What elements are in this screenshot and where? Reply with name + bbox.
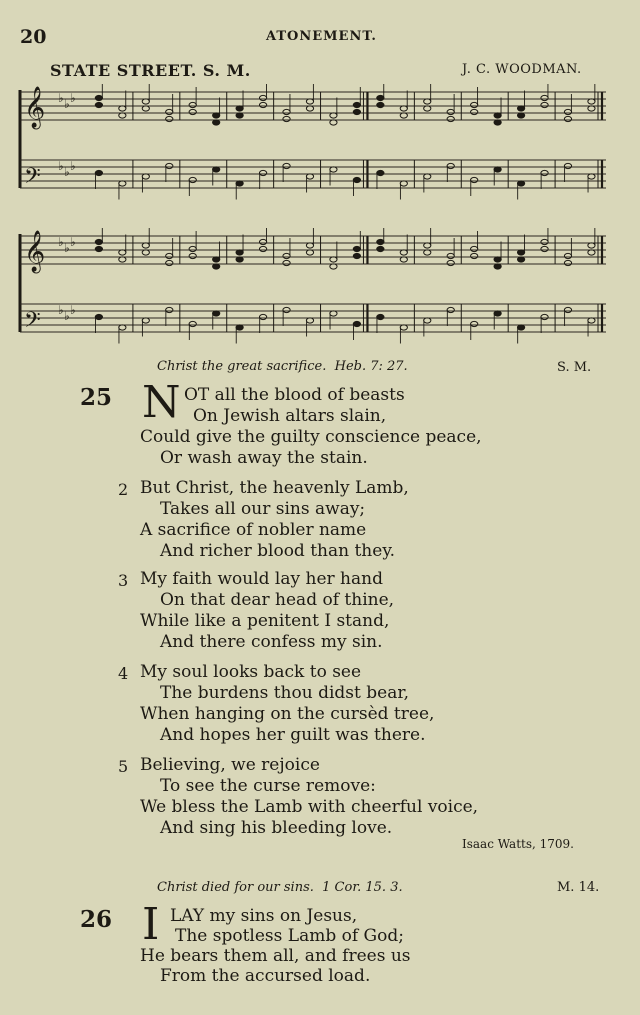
flat-icon: ♭: [58, 159, 64, 173]
note-head: [189, 246, 196, 251]
verse-number: 3: [118, 571, 129, 590]
note-head: [213, 264, 220, 269]
note-head: [236, 257, 243, 262]
note-head: [424, 174, 431, 179]
note-head: [236, 325, 243, 330]
note-head: [424, 99, 431, 104]
note-head: [166, 109, 173, 114]
flat-icon: ♭: [58, 303, 64, 317]
note-head: [259, 102, 266, 107]
note-head: [541, 170, 548, 175]
note-head: [142, 174, 149, 179]
note-head: [236, 113, 243, 118]
note-head: [166, 253, 173, 258]
hymn-25-meter: S. M.: [557, 360, 592, 375]
note-head: [424, 318, 431, 323]
flat-icon: ♭: [70, 91, 76, 105]
note-head: [517, 325, 524, 330]
note-head: [377, 170, 384, 175]
flat-icon: ♭: [64, 241, 70, 255]
note-head: [471, 109, 478, 114]
note-head: [517, 113, 524, 118]
flat-icon: ♭: [64, 97, 70, 111]
note-head: [564, 109, 571, 114]
note-head: [142, 243, 149, 248]
hymn-26-line-2: The spotless Lamb of God;: [175, 926, 404, 946]
note-head: [142, 106, 149, 111]
note-head: [259, 95, 266, 100]
note-head: [353, 177, 360, 182]
note-head: [166, 116, 173, 121]
verse-line: And hopes her guilt was there.: [160, 725, 426, 745]
note-head: [259, 246, 266, 251]
note-head: [283, 260, 290, 265]
note-head: [377, 102, 384, 107]
hymn-26-line-3: He bears them all, and frees us: [140, 946, 411, 966]
note-head: [353, 253, 360, 258]
note-head: [447, 307, 454, 312]
note-head: [189, 321, 196, 326]
note-head: [494, 257, 501, 262]
note-head: [213, 120, 220, 125]
note-head: [189, 109, 196, 114]
verse-line: The burdens thou didst bear,: [160, 683, 409, 703]
note-head: [119, 325, 126, 330]
note-head: [330, 167, 337, 172]
note-head: [236, 106, 243, 111]
note-head: [306, 243, 313, 248]
note-head: [494, 120, 501, 125]
note-head: [517, 250, 524, 255]
note-head: [353, 109, 360, 114]
verse-line: My faith would lay her hand: [140, 569, 383, 589]
hymn-26-line-1: LAY my sins on Jesus,: [170, 906, 358, 926]
note-head: [119, 250, 126, 255]
note-head: [494, 311, 501, 316]
note-head: [588, 106, 595, 111]
note-head: [283, 109, 290, 114]
note-head: [189, 102, 196, 107]
note-head: [494, 264, 501, 269]
bass-clef-icon: 𝄢: [24, 308, 41, 338]
flat-icon: ♭: [70, 235, 76, 249]
bass-clef-icon: 𝄢: [24, 164, 41, 194]
hymn-25-line-3: Could give the guilty conscience peace,: [140, 427, 482, 447]
note-head: [306, 318, 313, 323]
note-head: [377, 95, 384, 100]
hymn-25-subject: Christ the great sacrifice. Heb. 7: 27.: [157, 359, 408, 374]
note-head: [236, 181, 243, 186]
note-head: [377, 239, 384, 244]
hymn-26-drop-cap: I: [142, 899, 160, 950]
note-head: [564, 260, 571, 265]
note-head: [564, 163, 571, 168]
verse-number: 5: [118, 757, 129, 776]
note-head: [471, 177, 478, 182]
page-number: 20: [20, 26, 47, 48]
verse-line: And richer blood than they.: [160, 541, 396, 561]
note-head: [283, 307, 290, 312]
hymn-25-number: 25: [80, 384, 113, 411]
hymn-26-line-4: From the accursed load.: [160, 966, 371, 986]
note-head: [353, 246, 360, 251]
flat-icon: ♭: [70, 303, 76, 317]
note-head: [424, 250, 431, 255]
verse-line: My soul looks back to see: [140, 662, 362, 682]
note-head: [330, 257, 337, 262]
note-head: [119, 257, 126, 262]
note-head: [95, 314, 102, 319]
verse-line: A sacrifice of nobler name: [140, 520, 367, 540]
note-head: [95, 239, 102, 244]
note-head: [400, 106, 407, 111]
note-head: [447, 109, 454, 114]
note-head: [142, 99, 149, 104]
note-head: [400, 250, 407, 255]
note-head: [189, 253, 196, 258]
note-head: [541, 314, 548, 319]
note-head: [400, 181, 407, 186]
note-head: [330, 264, 337, 269]
verse-line: And there confess my sin.: [160, 632, 383, 652]
note-head: [213, 113, 220, 118]
note-head: [517, 181, 524, 186]
note-head: [564, 116, 571, 121]
hymn-25-drop-cap: N: [142, 377, 181, 428]
note-head: [259, 239, 266, 244]
flat-icon: ♭: [64, 165, 70, 179]
flat-icon: ♭: [58, 235, 64, 249]
note-head: [424, 243, 431, 248]
note-head: [588, 99, 595, 104]
note-head: [494, 167, 501, 172]
note-head: [494, 113, 501, 118]
note-head: [517, 106, 524, 111]
note-head: [166, 260, 173, 265]
note-head: [166, 307, 173, 312]
note-head: [119, 106, 126, 111]
note-head: [283, 253, 290, 258]
note-head: [259, 314, 266, 319]
note-head: [588, 318, 595, 323]
note-head: [166, 163, 173, 168]
note-head: [471, 246, 478, 251]
verse-line: Takes all our sins away;: [160, 499, 366, 519]
flat-icon: ♭: [64, 309, 70, 323]
flat-icon: ♭: [70, 159, 76, 173]
hymn-25-line-4: Or wash away the stain.: [160, 448, 368, 468]
hymn-26-meter: M. 14.: [557, 880, 600, 895]
verse-line: To see the curse remove:: [160, 776, 376, 796]
note-head: [400, 257, 407, 262]
note-head: [330, 113, 337, 118]
note-head: [447, 253, 454, 258]
verse-line: But Christ, the heavenly Lamb,: [140, 478, 409, 498]
music-system-1: [16, 84, 608, 200]
note-head: [541, 246, 548, 251]
note-head: [236, 250, 243, 255]
note-head: [213, 311, 220, 316]
running-head: ATONEMENT.: [266, 29, 377, 44]
treble-clef-icon: 𝄞: [24, 87, 46, 128]
hymn-26-number: 26: [80, 906, 113, 933]
tune-composer: J. C. WOODMAN.: [462, 62, 582, 77]
note-head: [447, 163, 454, 168]
note-head: [330, 120, 337, 125]
note-head: [306, 99, 313, 104]
note-head: [119, 113, 126, 118]
note-head: [283, 163, 290, 168]
verse-line: When hanging on the cursèd tree,: [140, 704, 435, 724]
flat-icon: ♭: [58, 91, 64, 105]
note-head: [95, 95, 102, 100]
note-head: [517, 257, 524, 262]
note-head: [400, 113, 407, 118]
verse-number: 4: [118, 664, 129, 683]
note-head: [353, 321, 360, 326]
note-head: [377, 314, 384, 319]
note-head: [541, 102, 548, 107]
note-head: [306, 106, 313, 111]
note-head: [95, 102, 102, 107]
verse-line: On that dear head of thine,: [160, 590, 395, 610]
note-head: [588, 243, 595, 248]
note-head: [588, 174, 595, 179]
note-head: [306, 250, 313, 255]
verse-line: And sing his bleeding love.: [160, 818, 393, 838]
note-head: [213, 167, 220, 172]
note-head: [564, 307, 571, 312]
hymn-25-attribution: Isaac Watts, 1709.: [462, 837, 574, 851]
note-head: [213, 257, 220, 262]
note-head: [377, 246, 384, 251]
note-head: [95, 170, 102, 175]
note-head: [330, 311, 337, 316]
verse-line: While like a penitent I stand,: [140, 611, 390, 631]
note-head: [541, 239, 548, 244]
verse-line: We bless the Lamb with cheerful voice,: [140, 797, 479, 817]
note-head: [400, 325, 407, 330]
verse-line: Believing, we rejoice: [140, 755, 320, 775]
note-head: [142, 250, 149, 255]
note-head: [142, 318, 149, 323]
tune-name: STATE STREET. S. M.: [50, 61, 251, 80]
note-head: [541, 95, 548, 100]
note-head: [447, 260, 454, 265]
note-head: [119, 181, 126, 186]
note-head: [95, 246, 102, 251]
note-head: [424, 106, 431, 111]
hymn-25-line-2: On Jewish altars slain,: [193, 406, 387, 426]
note-head: [471, 321, 478, 326]
verse-number: 2: [118, 480, 129, 499]
music-system-2: [16, 228, 608, 344]
note-head: [471, 102, 478, 107]
note-head: [353, 102, 360, 107]
hymn-25-line-1: OT all the blood of beasts: [184, 385, 405, 405]
note-head: [306, 174, 313, 179]
note-head: [471, 253, 478, 258]
note-head: [189, 177, 196, 182]
note-head: [447, 116, 454, 121]
hymn-26-subject: Christ died for our sins. 1 Cor. 15. 3.: [157, 880, 403, 895]
note-head: [283, 116, 290, 121]
treble-clef-icon: 𝄞: [24, 231, 46, 272]
note-head: [588, 250, 595, 255]
note-head: [564, 253, 571, 258]
note-head: [259, 170, 266, 175]
